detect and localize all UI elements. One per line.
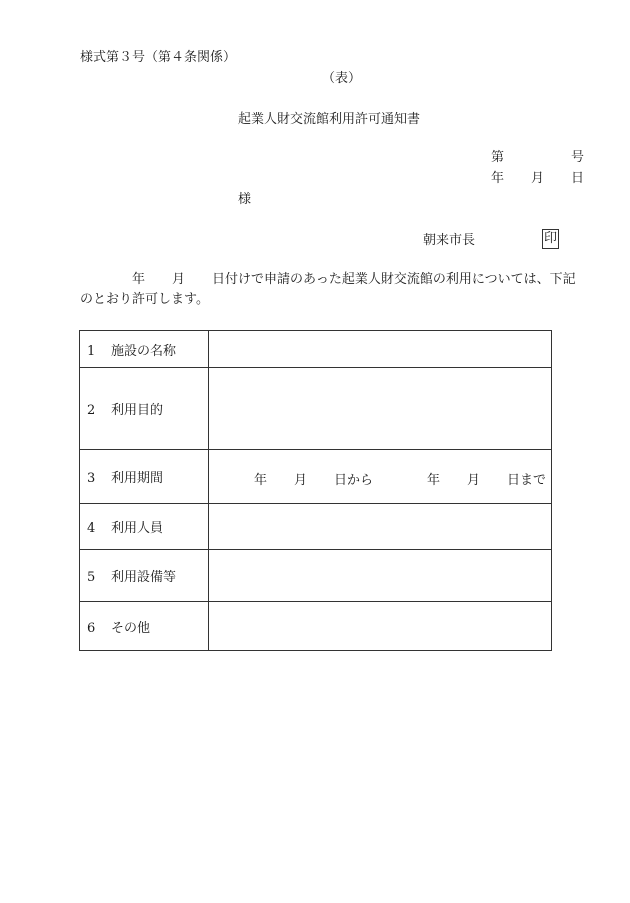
- row-label: 6 その他: [80, 602, 209, 651]
- issue-date-day: 日: [571, 171, 585, 186]
- form-number: 様式第３号（第４条関係）: [80, 50, 237, 65]
- period-end-day: 日まで: [507, 472, 547, 488]
- table-row: [80, 331, 552, 368]
- facility-name-field[interactable]: [209, 331, 552, 368]
- body-text-line-2: のとおり許可します。: [80, 292, 209, 307]
- usage-period-field[interactable]: [209, 450, 552, 504]
- document-title: 起業人財交流館利用許可通知書: [238, 112, 421, 127]
- body-year: 年: [132, 272, 146, 287]
- other-field[interactable]: [209, 602, 552, 651]
- permit-details-table: [79, 330, 552, 651]
- reference-number-prefix: 第: [491, 150, 505, 165]
- period-end-month: 月: [467, 472, 481, 488]
- period-start-day: 日から: [334, 472, 374, 488]
- table-row: [80, 550, 552, 602]
- row-label: 4 利用人員: [80, 504, 209, 550]
- period-end-year: 年: [427, 472, 441, 488]
- side-indicator: （表）: [322, 71, 362, 86]
- table-row: [80, 504, 552, 550]
- table-row: [80, 368, 552, 450]
- equipment-field[interactable]: [209, 550, 552, 602]
- table-row: [80, 602, 552, 651]
- reference-number-suffix: 号: [571, 150, 585, 165]
- addressee-honorific: 様: [238, 192, 252, 207]
- row-label: 3 利用期間: [80, 450, 209, 504]
- body-month: 月: [172, 272, 186, 287]
- purpose-field[interactable]: [209, 368, 552, 450]
- issue-date-month: 月: [531, 171, 545, 186]
- period-start-year: 年: [254, 472, 268, 488]
- row-label: 1 施設の名称: [80, 331, 209, 368]
- body-rest: 日付けで申請のあった起業人財交流館の利用については、下記: [212, 272, 576, 287]
- table-row: [80, 450, 552, 504]
- number-of-users-field[interactable]: [209, 504, 552, 550]
- row-label: 2 利用目的: [80, 368, 209, 450]
- seal-stamp-box: 印: [542, 229, 559, 249]
- period-start-month: 月: [294, 472, 308, 488]
- row-label: 5 利用設備等: [80, 550, 209, 602]
- issuer-name: 朝来市長: [423, 233, 476, 248]
- issue-date-year: 年: [491, 171, 505, 186]
